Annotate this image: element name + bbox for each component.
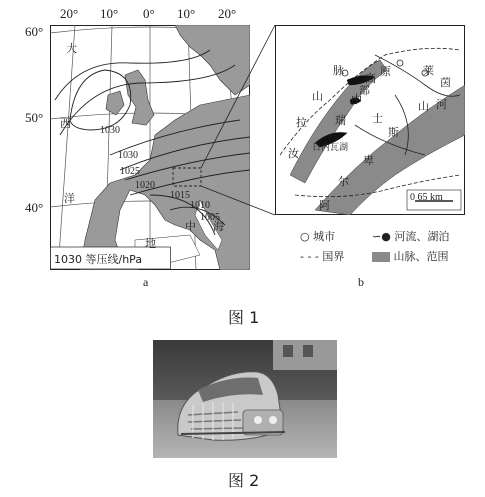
isobar-label-1010: 1010	[190, 200, 210, 211]
sea-char-1: 大	[66, 42, 77, 55]
isobar-label-1030: 1030	[118, 150, 138, 161]
alps-char-4: 斯	[388, 126, 399, 139]
med-char-1: 地	[145, 237, 156, 250]
alps-char-5: 山	[418, 100, 429, 113]
med-char-3: 海	[213, 220, 224, 233]
plateau-char-1: 中	[351, 93, 362, 106]
legend-mountain	[372, 248, 449, 264]
lat-label-50n: 50°	[25, 110, 44, 125]
jura-char-1: 汝	[288, 147, 299, 160]
lon-label-20e: 20°	[218, 6, 237, 21]
rhine-char-1: 莱	[423, 64, 434, 77]
sublabel-b: b	[358, 275, 364, 289]
lake-geneva-label: 日内瓦湖	[312, 143, 349, 153]
plateau-char-2: 部	[359, 84, 370, 97]
mountain-swatch-icon	[372, 252, 390, 262]
plateau-char-3: 高	[365, 72, 376, 85]
city-icon: ○	[300, 230, 310, 243]
figure-1-caption: 图 1	[228, 308, 260, 327]
isobar-label-1020: 1020	[135, 180, 155, 191]
sea-char-3: 洋	[64, 192, 75, 205]
legend-border-label: 国界	[322, 250, 345, 263]
isobar-label-1015: 1015	[170, 190, 190, 201]
isobar-label-1030b: 1030	[100, 125, 120, 136]
river-lake-icon: ∽●	[372, 230, 391, 243]
lon-label-10w: 10°	[100, 6, 119, 21]
legend-river-label: 河流、湖泊	[394, 230, 450, 243]
isobar-legend-value: 1030	[54, 253, 82, 266]
legend-border	[300, 248, 344, 264]
sea-char-2: 西	[60, 117, 71, 130]
scale-label: 0 65 km	[410, 192, 443, 203]
lon-label-20w: 20°	[60, 6, 79, 21]
legend-city	[300, 228, 335, 244]
frozen-car-photo	[153, 340, 337, 458]
alps-char-2: 尔	[338, 175, 349, 188]
jura-char-3: 山	[312, 90, 323, 103]
lat-label-60n: 60°	[25, 24, 44, 39]
figure-2-caption: 图 2	[228, 471, 260, 490]
border-icon: - - -	[300, 250, 319, 263]
isobar-label-1025: 1025	[120, 166, 140, 177]
lat-label-40n: 40°	[25, 200, 44, 215]
legend-city-label: 城市	[313, 230, 336, 243]
alps-char-1: 阿	[319, 199, 330, 212]
lon-label-0: 0°	[143, 6, 155, 21]
jura-char-2: 拉	[296, 116, 307, 129]
plateau-char-4: 原	[380, 65, 391, 78]
alps-char-3: 卑	[363, 154, 374, 167]
sublabel-a: a	[143, 275, 149, 289]
legend-river	[372, 228, 449, 244]
legend-mountain-label: 山脉、范围	[393, 250, 449, 263]
jura-char-4: 脉	[333, 64, 344, 77]
isobar-label-1005: 1005	[200, 212, 220, 223]
rhine-char-2: 茵	[440, 76, 451, 89]
swiss-char-2: 士	[372, 112, 383, 125]
lon-label-10e: 10°	[177, 6, 196, 21]
isobar-legend-label: 等压线/hPa	[85, 253, 143, 266]
swiss-char-1: 瑞	[335, 114, 346, 127]
med-char-2: 中	[185, 220, 196, 233]
frozen-car-photo-svg	[153, 340, 337, 458]
rhine-char-3: 河	[436, 98, 447, 111]
